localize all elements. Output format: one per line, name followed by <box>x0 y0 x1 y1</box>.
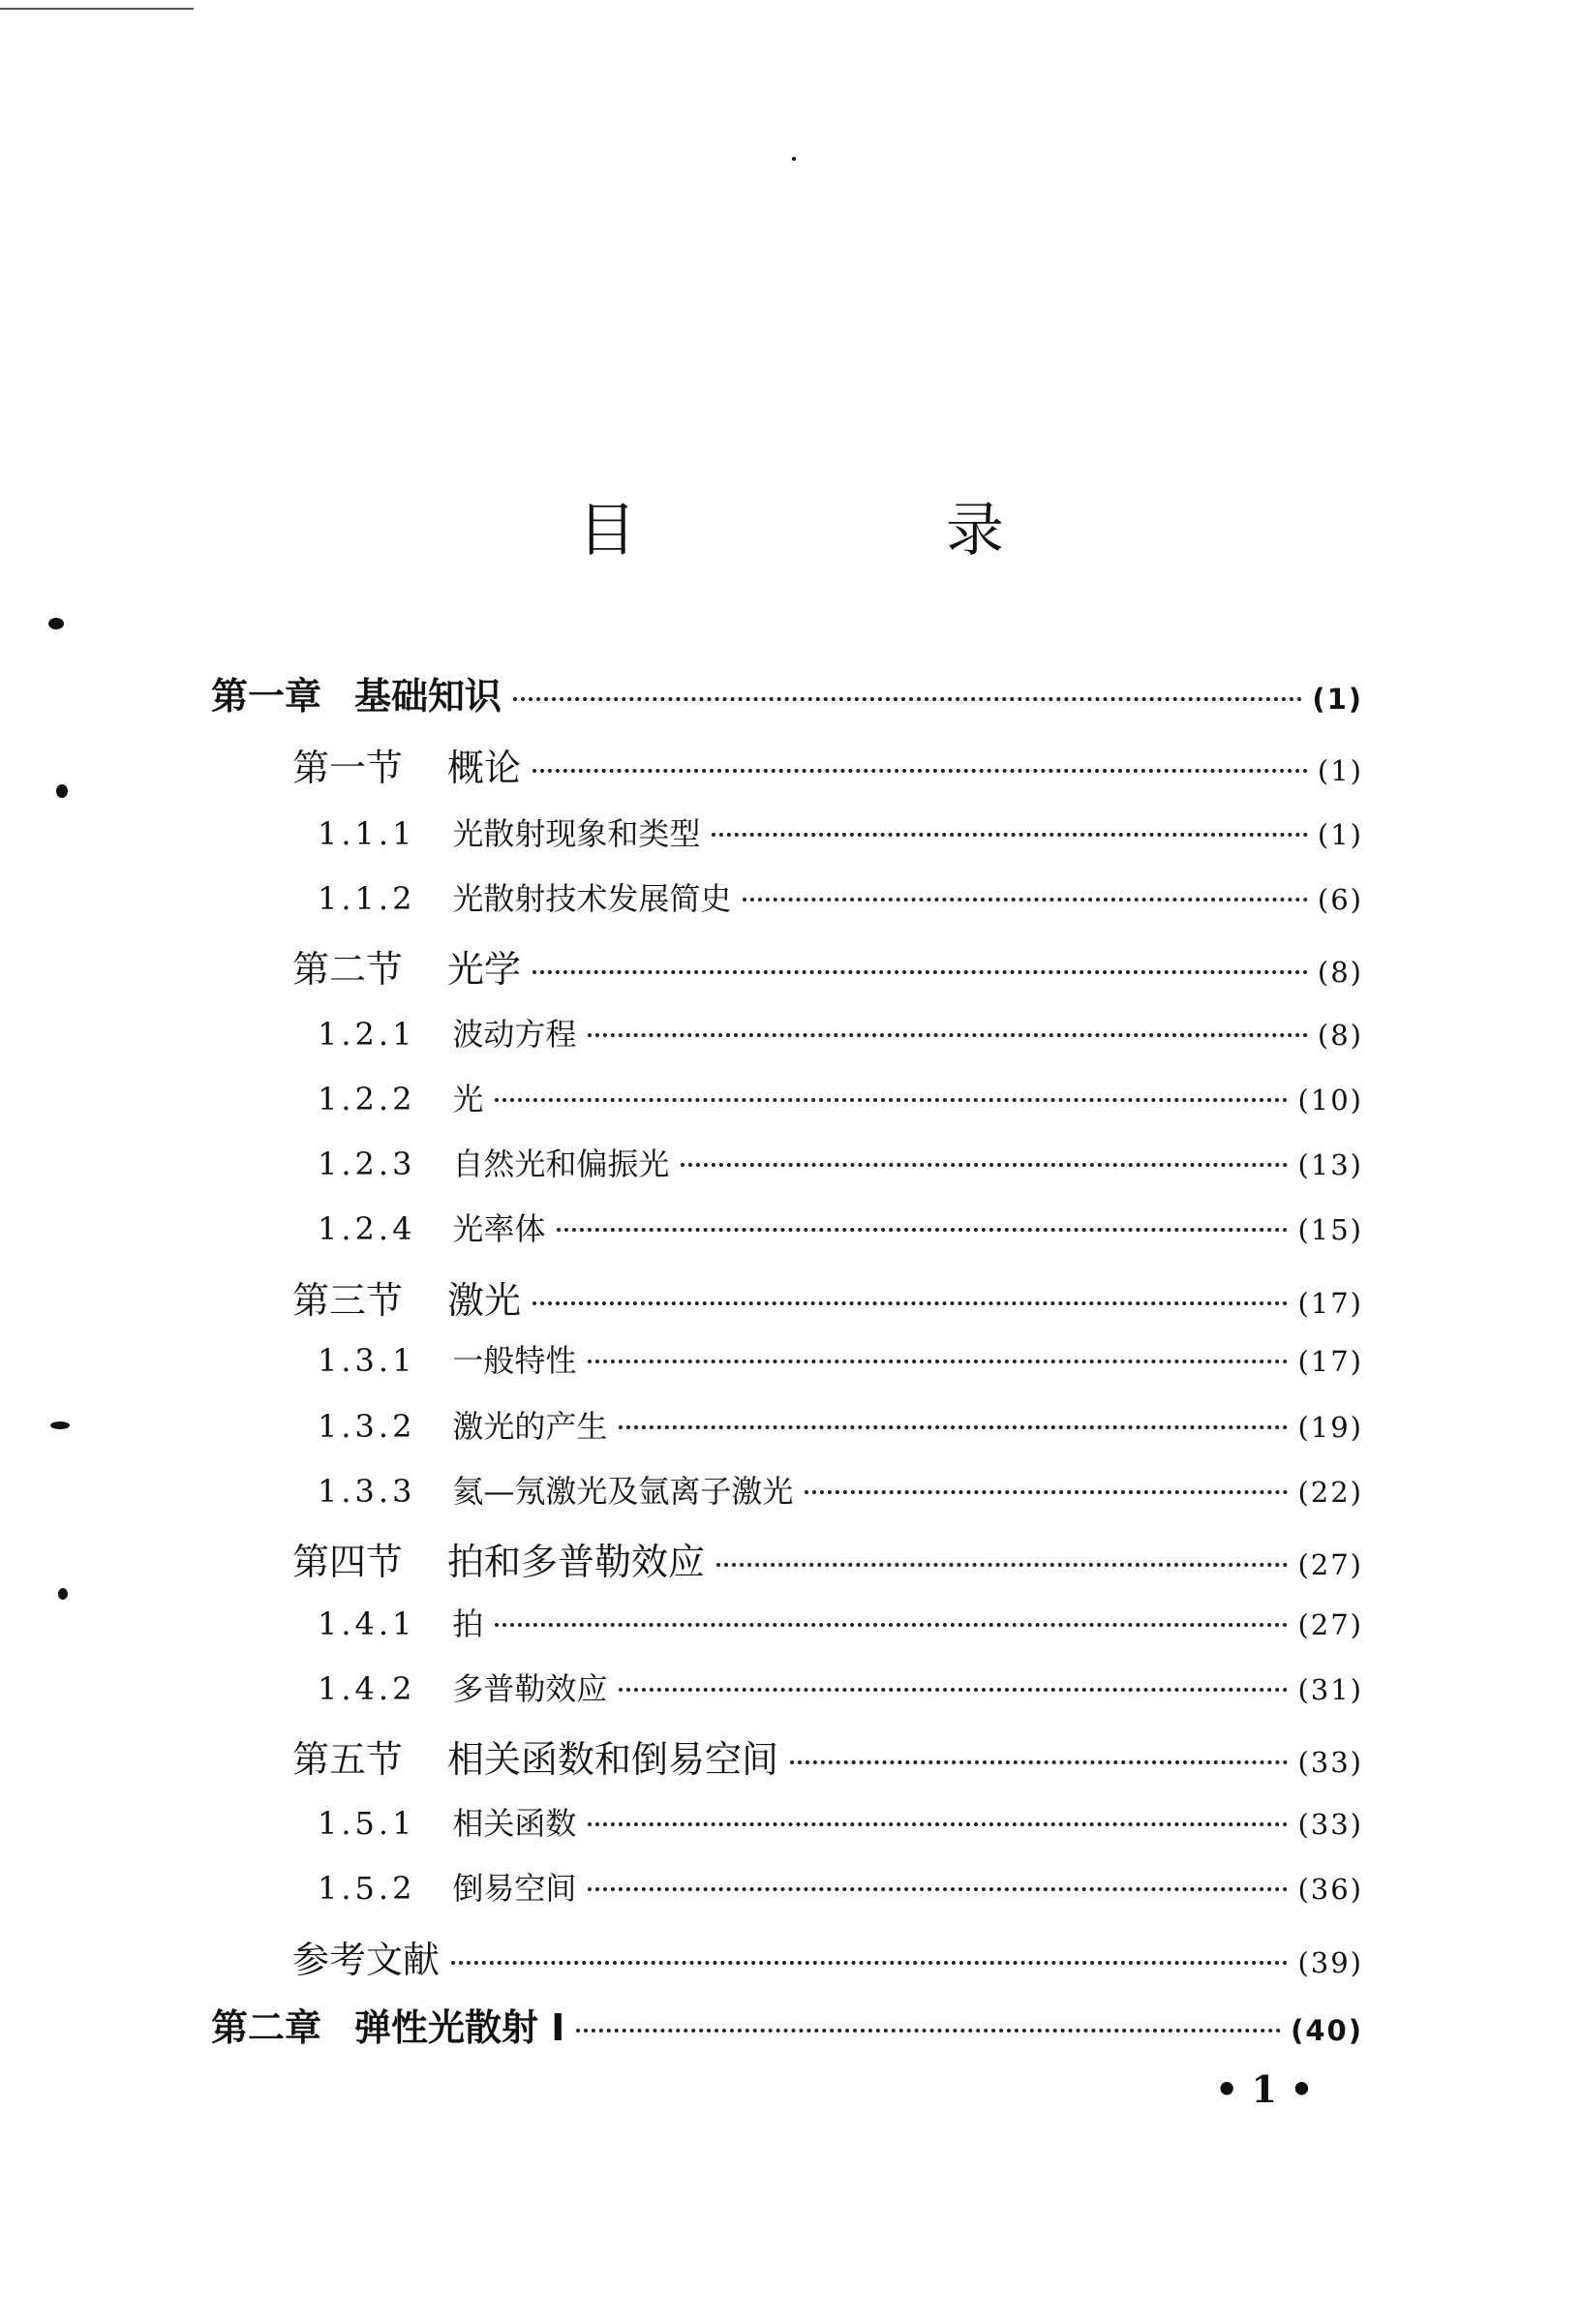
scan-speck <box>56 784 68 798</box>
scan-speck <box>792 157 796 161</box>
dot-leader <box>619 1425 1288 1429</box>
toc-entry-1-1-2[interactable] <box>318 874 1363 919</box>
toc-title: 光学 <box>447 948 522 991</box>
toc-page-ref: (13) <box>1297 1148 1363 1181</box>
toc-page-ref: (17) <box>1297 1287 1363 1320</box>
toc-page-ref: (10) <box>1297 1084 1363 1116</box>
toc-number: 1.2.2 <box>318 1081 416 1117</box>
toc-title: 概论 <box>447 747 522 789</box>
toc-title: 自然光和偏振光 <box>452 1146 670 1182</box>
dot-leader <box>619 1688 1288 1692</box>
dot-leader <box>576 2029 1281 2033</box>
toc-page-ref: (1) <box>1317 754 1363 787</box>
toc-page-ref: (17) <box>1297 1345 1363 1378</box>
toc-entry-section-1-4[interactable] <box>292 1532 1363 1585</box>
toc-entry-1-3-1[interactable] <box>318 1336 1363 1381</box>
scan-speck <box>48 618 64 629</box>
dot-leader <box>513 697 1302 701</box>
toc-entry-section-1-2[interactable] <box>292 939 1363 993</box>
toc-page-ref: (1) <box>1317 818 1363 851</box>
scan-edge-line <box>0 8 194 10</box>
toc-page-ref: (27) <box>1297 1548 1363 1581</box>
toc-number: 1.1.1 <box>318 815 416 852</box>
toc-number: 第三节 <box>292 1279 404 1322</box>
toc-title: 光 <box>452 1081 484 1117</box>
toc-title: 波动方程 <box>452 1016 577 1053</box>
dot-leader <box>588 1887 1288 1891</box>
toc-title: 拍和多普勒效应 <box>447 1541 706 1583</box>
toc-number: 1.2.4 <box>318 1210 416 1247</box>
toc-title: 激光 <box>447 1279 522 1322</box>
toc-number: 第二节 <box>292 948 404 991</box>
toc-entry-1-5-2[interactable] <box>318 1864 1363 1909</box>
toc-entry-references[interactable] <box>292 1930 1363 1983</box>
dot-leader <box>532 769 1308 773</box>
toc-page-ref: (22) <box>1297 1476 1363 1509</box>
toc-number: 1.3.1 <box>318 1342 416 1379</box>
toc-number: 1.5.2 <box>318 1870 416 1907</box>
dot-leader <box>451 1961 1288 1965</box>
toc-page-ref: (31) <box>1297 1673 1363 1706</box>
dot-leader <box>588 1822 1288 1826</box>
toc-entry-1-5-1[interactable] <box>318 1799 1363 1844</box>
toc-entry-1-2-3[interactable] <box>318 1140 1363 1184</box>
toc-title: 相关函数 <box>452 1805 577 1842</box>
toc-page-ref: (39) <box>1297 1946 1363 1979</box>
dot-leader <box>712 833 1307 837</box>
dot-leader <box>716 1563 1288 1567</box>
toc-title: 激光的产生 <box>452 1408 608 1445</box>
toc-page-ref: (33) <box>1297 1808 1363 1841</box>
toc-number: 1.4.2 <box>318 1670 416 1707</box>
toc-title: 弹性光散射 I <box>354 2006 565 2049</box>
toc-number: 1.5.1 <box>318 1805 416 1842</box>
toc-number: 第一章 <box>211 675 322 718</box>
toc-entry-chapter-1[interactable] <box>211 666 1363 719</box>
dot-leader <box>681 1163 1288 1167</box>
toc-entry-1-2-4[interactable] <box>318 1205 1363 1249</box>
toc-page-ref: (1) <box>1312 683 1363 716</box>
page-number: • 1 • <box>1215 2067 1314 2111</box>
dot-leader <box>588 1360 1288 1363</box>
dot-leader <box>495 1623 1288 1627</box>
toc-page-ref: (19) <box>1297 1411 1363 1444</box>
toc-page-ref: (6) <box>1317 883 1363 916</box>
toc-title: 光散射技术发展简史 <box>452 880 732 917</box>
toc-number: 第四节 <box>292 1541 404 1583</box>
toc-title: 拍 <box>452 1605 484 1642</box>
toc-entry-chapter-2[interactable] <box>211 1998 1363 2051</box>
toc-entry-1-1-1[interactable] <box>318 810 1363 854</box>
scan-speck <box>50 1422 70 1429</box>
dot-leader <box>532 1301 1288 1305</box>
dot-leader <box>588 1033 1307 1037</box>
toc-title: 参考文献 <box>292 1939 441 1981</box>
toc-title: 氦—氖激光及氩离子激光 <box>452 1473 794 1510</box>
toc-page-ref: (40) <box>1291 2014 1363 2047</box>
toc-entry-1-4-2[interactable] <box>318 1665 1363 1709</box>
toc-number: 1.4.1 <box>318 1605 416 1642</box>
toc-title: 多普勒效应 <box>452 1670 608 1707</box>
toc-page-ref: (27) <box>1297 1608 1363 1641</box>
dot-leader <box>532 970 1308 974</box>
toc-number: 1.3.2 <box>318 1408 416 1445</box>
toc-entry-1-3-3[interactable] <box>318 1467 1363 1512</box>
toc-page-ref: (33) <box>1297 1746 1363 1779</box>
toc-title: 光率体 <box>452 1210 546 1247</box>
toc-title: 基础知识 <box>354 675 502 718</box>
toc-page-ref: (8) <box>1317 1019 1363 1052</box>
toc-entry-section-1-5[interactable] <box>292 1729 1363 1783</box>
toc-number: 1.2.3 <box>318 1146 416 1182</box>
toc-number: 1.2.1 <box>318 1016 416 1053</box>
toc-entry-1-3-2[interactable] <box>318 1402 1363 1447</box>
toc-title: 倒易空间 <box>452 1870 577 1907</box>
page-title: 目 录 <box>578 497 1130 565</box>
toc-number: 第五节 <box>292 1738 404 1781</box>
toc-page-ref: (8) <box>1317 956 1363 989</box>
toc-number: 第二章 <box>211 2006 322 2049</box>
toc-title: 光散射现象和类型 <box>452 815 701 852</box>
toc-page-ref: (15) <box>1297 1213 1363 1246</box>
scan-speck <box>58 1588 68 1600</box>
dot-leader <box>495 1098 1288 1102</box>
toc-page-ref: (36) <box>1297 1873 1363 1906</box>
dot-leader <box>557 1228 1288 1232</box>
toc-number: 1.3.3 <box>318 1473 416 1510</box>
toc-title: 相关函数和倒易空间 <box>447 1738 779 1781</box>
toc-entry-section-1-1[interactable] <box>292 738 1363 791</box>
toc-entry-1-2-2[interactable] <box>318 1075 1363 1119</box>
toc-entry-1-4-1[interactable] <box>318 1600 1363 1644</box>
dot-leader <box>805 1490 1288 1494</box>
toc-title: 一般特性 <box>452 1342 577 1379</box>
toc-number: 1.1.2 <box>318 880 416 917</box>
toc-number: 第一节 <box>292 747 404 789</box>
toc-entry-section-1-3[interactable] <box>292 1270 1363 1324</box>
toc-entry-1-2-1[interactable] <box>318 1010 1363 1055</box>
dot-leader <box>790 1760 1288 1764</box>
dot-leader <box>743 898 1307 902</box>
